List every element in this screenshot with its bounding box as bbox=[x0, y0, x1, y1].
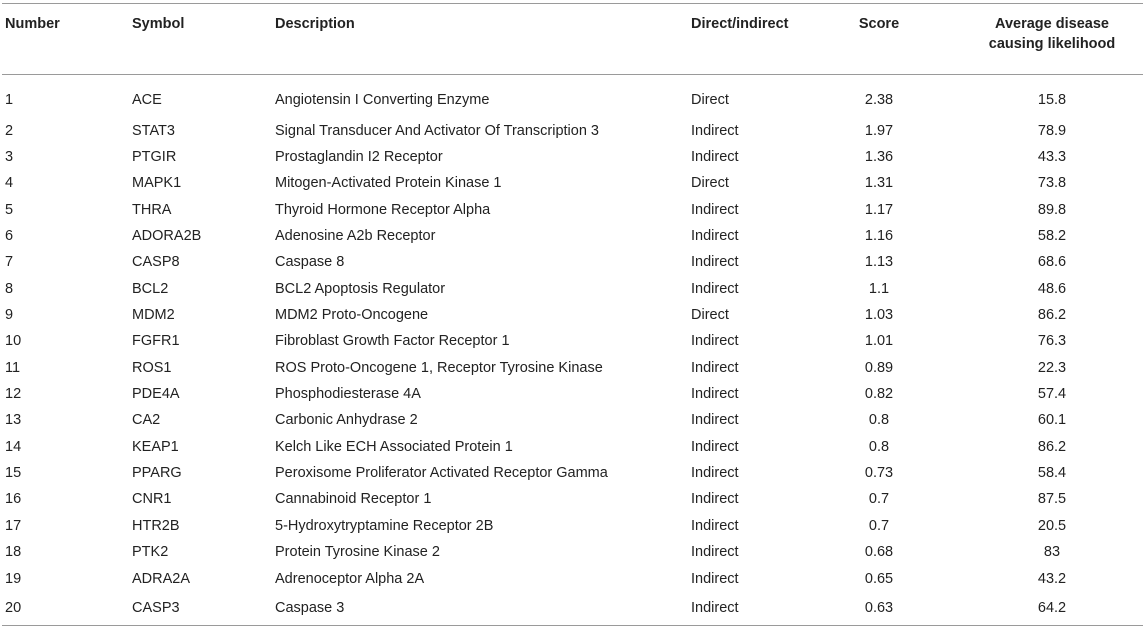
table-row bbox=[2, 197, 1143, 223]
cell-description: Signal Transducer And Activator Of Transcription 3 bbox=[275, 122, 599, 139]
table-row bbox=[2, 407, 1143, 433]
header-symbol: Symbol bbox=[132, 16, 185, 32]
cell-number: 11 bbox=[5, 359, 21, 376]
cell-number: 16 bbox=[5, 491, 22, 508]
cell-symbol: CA2 bbox=[132, 412, 161, 429]
cell-description: Adenosine A2b Receptor bbox=[275, 228, 436, 245]
cell-number: 4 bbox=[5, 175, 14, 192]
targets-table bbox=[2, 3, 1143, 626]
cell-average-likelihood: 83 bbox=[1043, 544, 1061, 561]
cell-symbol: PTK2 bbox=[132, 544, 169, 561]
cell-description: 5-Hydroxytryptamine Receptor 2B bbox=[275, 517, 494, 534]
cell-score: 1.97 bbox=[864, 122, 894, 139]
cell-average-likelihood: 68.6 bbox=[1037, 254, 1067, 271]
cell-number: 3 bbox=[5, 149, 14, 166]
cell-symbol: STAT3 bbox=[132, 122, 175, 139]
header-number: Number bbox=[5, 16, 60, 32]
cell-average-likelihood: 15.8 bbox=[1037, 92, 1067, 109]
cell-score: 0.7 bbox=[868, 517, 890, 534]
cell-symbol: CNR1 bbox=[132, 491, 172, 508]
cell-average-likelihood: 89.8 bbox=[1037, 201, 1067, 218]
cell-score: 0.65 bbox=[864, 570, 894, 587]
cell-symbol: CASP3 bbox=[132, 599, 180, 616]
cell-number: 6 bbox=[5, 228, 14, 245]
cell-number: 15 bbox=[5, 465, 22, 482]
cell-symbol: ADRA2A bbox=[132, 570, 191, 587]
table-row bbox=[2, 486, 1143, 512]
cell-average-likelihood: 73.8 bbox=[1037, 175, 1067, 192]
cell-symbol: THRA bbox=[132, 201, 172, 218]
cell-direct-indirect: Direct bbox=[691, 307, 729, 324]
cell-symbol: CASP8 bbox=[132, 254, 180, 271]
cell-score: 0.8 bbox=[868, 438, 890, 455]
cell-direct-indirect: Indirect bbox=[691, 544, 739, 561]
cell-number: 7 bbox=[5, 254, 14, 271]
cell-average-likelihood: 78.9 bbox=[1037, 122, 1067, 139]
cell-symbol: PDE4A bbox=[132, 386, 180, 403]
cell-score: 1.16 bbox=[864, 228, 894, 245]
cell-number: 8 bbox=[5, 280, 14, 297]
cell-average-likelihood: 58.4 bbox=[1037, 465, 1067, 482]
cell-direct-indirect: Indirect bbox=[691, 438, 739, 455]
cell-description: Thyroid Hormone Receptor Alpha bbox=[275, 201, 491, 218]
cell-score: 1.36 bbox=[864, 149, 894, 166]
cell-score: 0.82 bbox=[864, 386, 894, 403]
header-score: Score bbox=[858, 16, 900, 32]
cell-direct-indirect: Indirect bbox=[691, 333, 739, 350]
cell-symbol: FGFR1 bbox=[132, 333, 180, 350]
cell-score: 0.8 bbox=[868, 412, 890, 429]
header-direct-indirect: Direct/indirect bbox=[691, 16, 789, 32]
cell-number: 12 bbox=[5, 386, 22, 403]
cell-average-likelihood: 57.4 bbox=[1037, 386, 1067, 403]
cell-average-likelihood: 76.3 bbox=[1037, 333, 1067, 350]
table-row bbox=[2, 144, 1143, 170]
cell-symbol: ADORA2B bbox=[132, 228, 202, 245]
cell-symbol: PTGIR bbox=[132, 149, 177, 166]
cell-description: Peroxisome Proliferator Activated Receptor Gamma bbox=[275, 465, 608, 482]
cell-description: Angiotensin I Converting Enzyme bbox=[275, 92, 490, 109]
table-row bbox=[2, 170, 1143, 196]
cell-description: ROS Proto-Oncogene 1, Receptor Tyrosine Kinase bbox=[275, 359, 603, 376]
cell-direct-indirect: Indirect bbox=[691, 412, 739, 429]
table-row bbox=[2, 381, 1143, 407]
cell-score: 1.01 bbox=[864, 333, 894, 350]
cell-description: Kelch Like ECH Associated Protein 1 bbox=[275, 438, 513, 455]
cell-score: 0.89 bbox=[864, 359, 894, 376]
table-row bbox=[2, 276, 1143, 302]
table-row bbox=[2, 249, 1143, 275]
cell-number: 5 bbox=[5, 201, 14, 218]
table-row bbox=[2, 75, 1143, 118]
cell-number: 20 bbox=[5, 599, 22, 616]
cell-score: 2.38 bbox=[864, 92, 894, 109]
cell-average-likelihood: 64.2 bbox=[1037, 599, 1067, 616]
cell-direct-indirect: Indirect bbox=[691, 570, 739, 587]
table-row bbox=[2, 328, 1143, 354]
cell-direct-indirect: Indirect bbox=[691, 465, 739, 482]
cell-direct-indirect: Indirect bbox=[691, 359, 739, 376]
cell-average-likelihood: 87.5 bbox=[1037, 491, 1067, 508]
table-row bbox=[2, 223, 1143, 249]
cell-symbol: KEAP1 bbox=[132, 438, 179, 455]
table-row bbox=[2, 460, 1143, 486]
cell-average-likelihood: 60.1 bbox=[1037, 412, 1067, 429]
cell-symbol: MAPK1 bbox=[132, 175, 182, 192]
cell-direct-indirect: Indirect bbox=[691, 491, 739, 508]
cell-score: 1.17 bbox=[864, 201, 894, 218]
cell-direct-indirect: Indirect bbox=[691, 149, 739, 166]
cell-score: 0.68 bbox=[864, 544, 894, 561]
cell-direct-indirect: Indirect bbox=[691, 122, 739, 139]
cell-number: 9 bbox=[5, 307, 14, 324]
cell-description: Carbonic Anhydrase 2 bbox=[275, 412, 418, 429]
cell-description: BCL2 Apoptosis Regulator bbox=[275, 280, 446, 297]
cell-description: Protein Tyrosine Kinase 2 bbox=[275, 544, 440, 561]
cell-direct-indirect: Indirect bbox=[691, 386, 739, 403]
cell-description: MDM2 Proto-Oncogene bbox=[275, 307, 429, 324]
cell-direct-indirect: Indirect bbox=[691, 280, 739, 297]
cell-direct-indirect: Indirect bbox=[691, 254, 739, 271]
cell-symbol: PPARG bbox=[132, 465, 182, 482]
cell-symbol: MDM2 bbox=[132, 307, 175, 324]
cell-number: 17 bbox=[5, 517, 22, 534]
cell-score: 1.13 bbox=[864, 254, 894, 271]
cell-description: Fibroblast Growth Factor Receptor 1 bbox=[275, 333, 510, 350]
cell-score: 0.73 bbox=[864, 465, 894, 482]
cell-description: Adrenoceptor Alpha 2A bbox=[275, 570, 425, 587]
cell-description: Caspase 3 bbox=[275, 599, 345, 616]
cell-average-likelihood: 43.3 bbox=[1037, 149, 1067, 166]
header-row bbox=[2, 4, 1143, 75]
cell-symbol: ACE bbox=[132, 92, 162, 109]
cell-description: Phosphodiesterase 4A bbox=[275, 386, 421, 403]
cell-number: 1 bbox=[5, 92, 14, 109]
cell-description: Prostaglandin I2 Receptor bbox=[275, 149, 443, 166]
cell-description: Caspase 8 bbox=[275, 254, 345, 271]
table-row bbox=[2, 592, 1143, 626]
cell-number: 13 bbox=[5, 412, 22, 429]
header-average-line1: Average disease bbox=[995, 16, 1109, 32]
table-container bbox=[0, 3, 1145, 619]
cell-symbol: HTR2B bbox=[132, 517, 180, 534]
cell-direct-indirect: Direct bbox=[691, 92, 729, 109]
cell-direct-indirect: Indirect bbox=[691, 517, 739, 534]
cell-direct-indirect: Direct bbox=[691, 175, 729, 192]
cell-score: 0.63 bbox=[864, 599, 894, 616]
table-row bbox=[2, 434, 1143, 460]
cell-number: 10 bbox=[5, 333, 22, 350]
cell-average-likelihood: 58.2 bbox=[1037, 228, 1067, 245]
table-row bbox=[2, 118, 1143, 144]
header-description: Description bbox=[275, 16, 355, 32]
cell-average-likelihood: 22.3 bbox=[1037, 359, 1067, 376]
table-row bbox=[2, 355, 1143, 381]
cell-symbol: BCL2 bbox=[132, 280, 169, 297]
cell-number: 18 bbox=[5, 544, 22, 561]
cell-description: Cannabinoid Receptor 1 bbox=[275, 491, 432, 508]
cell-direct-indirect: Indirect bbox=[691, 228, 739, 245]
cell-number: 19 bbox=[5, 570, 22, 587]
cell-direct-indirect: Indirect bbox=[691, 599, 739, 616]
cell-direct-indirect: Indirect bbox=[691, 201, 739, 218]
header-average-likelihood bbox=[961, 4, 1143, 75]
table-body bbox=[2, 75, 1143, 626]
cell-score: 1.03 bbox=[864, 307, 894, 324]
cell-number: 14 bbox=[5, 438, 22, 455]
cell-score: 0.7 bbox=[868, 491, 890, 508]
cell-score: 1.1 bbox=[868, 280, 890, 297]
cell-average-likelihood: 20.5 bbox=[1037, 517, 1067, 534]
table-row bbox=[2, 565, 1143, 591]
cell-description: Mitogen-Activated Protein Kinase 1 bbox=[275, 175, 502, 192]
cell-average-likelihood: 48.6 bbox=[1037, 280, 1067, 297]
table-row bbox=[2, 539, 1143, 565]
cell-average-likelihood: 43.2 bbox=[1037, 570, 1067, 587]
cell-number: 2 bbox=[5, 122, 14, 139]
cell-score: 1.31 bbox=[864, 175, 894, 192]
table-row bbox=[2, 513, 1143, 539]
header-average-line2: causing likelihood bbox=[988, 36, 1116, 52]
table-header bbox=[2, 4, 1143, 75]
table-row bbox=[2, 302, 1143, 328]
cell-average-likelihood: 86.2 bbox=[1037, 438, 1067, 455]
cell-symbol: ROS1 bbox=[132, 359, 172, 376]
cell-average-likelihood: 86.2 bbox=[1037, 307, 1067, 324]
